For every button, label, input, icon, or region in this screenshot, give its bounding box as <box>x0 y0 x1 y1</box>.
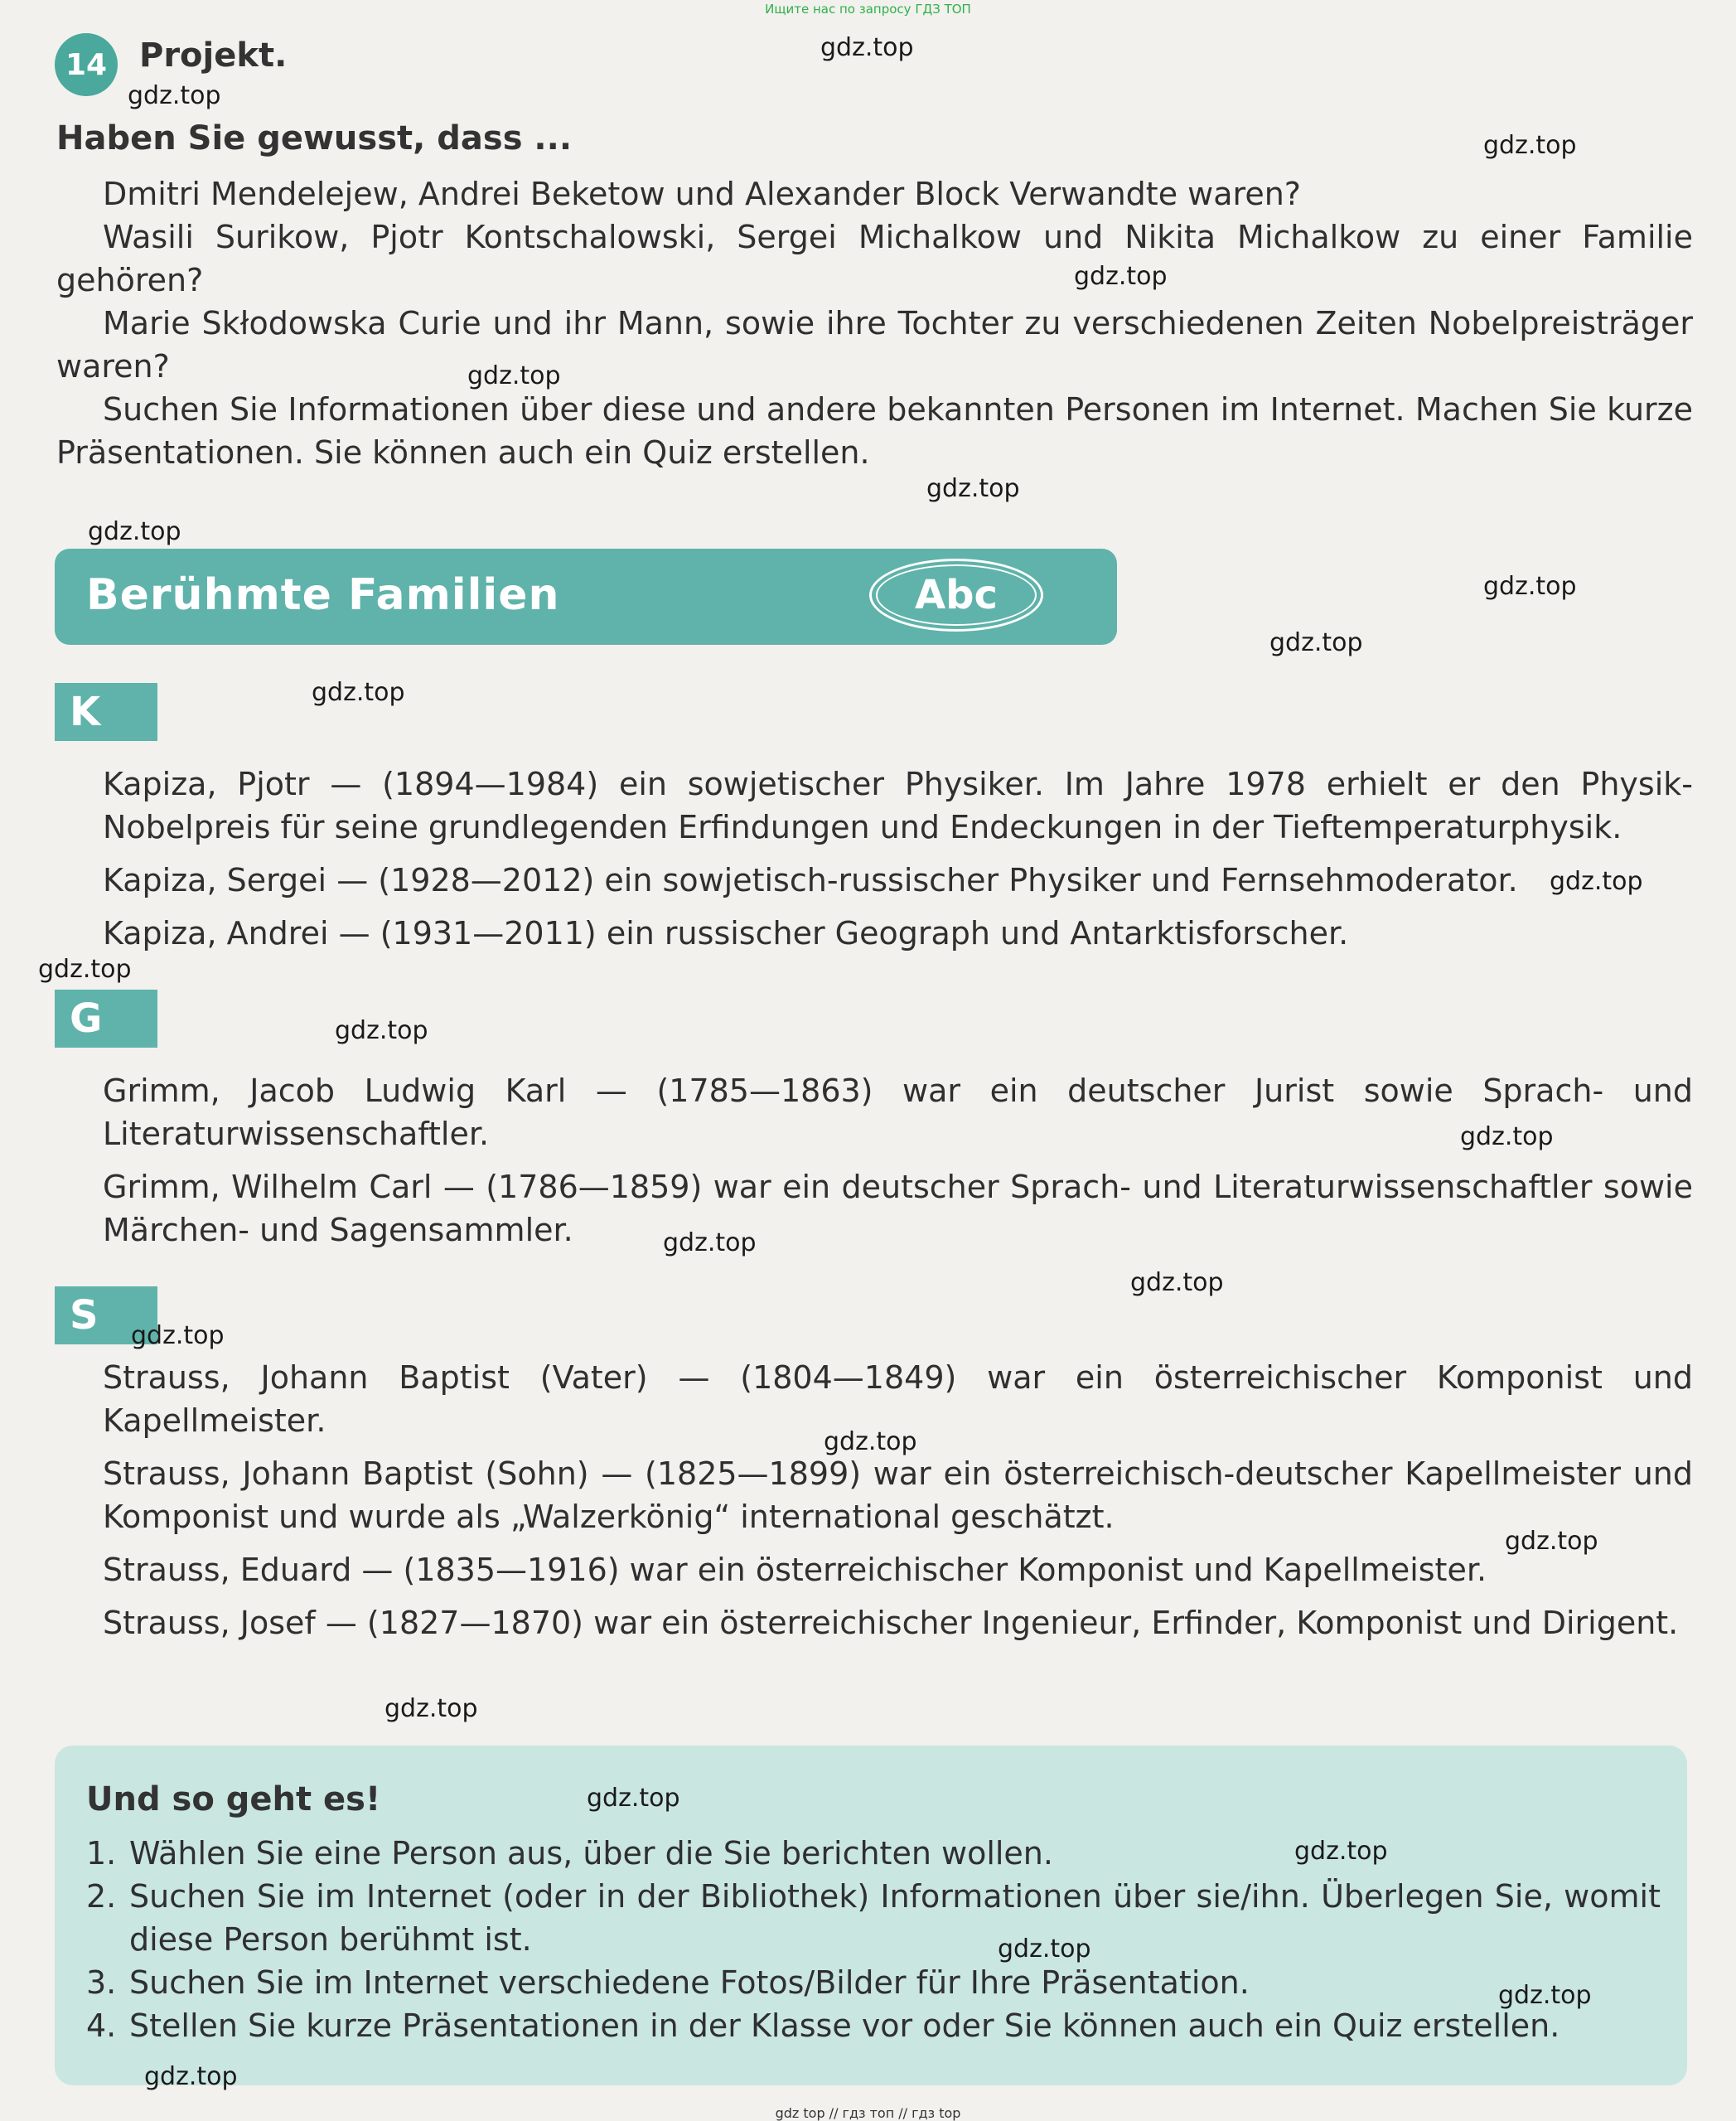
entry-strauss-vater: Strauss, Johann Baptist (Vater) — (1804—1849) war ein österreichischer Komponist und Kapellmeister. <box>103 1359 1693 1439</box>
watermark: gdz.top <box>1130 1268 1224 1297</box>
intro-paragraph: Marie Skłodowska Curie und ihr Mann, sowie ihre Tochter zu verschiedenen Zeiten Nobelpreisträger waren? <box>56 305 1693 385</box>
watermark: gdz.top <box>1460 1122 1554 1151</box>
watermark: gdz.top <box>128 81 221 110</box>
watermark: gdz.top <box>1294 1837 1388 1866</box>
watermark: gdz.top <box>88 517 181 546</box>
watermark: gdz.top <box>1505 1527 1598 1556</box>
watermark: gdz.top <box>1483 131 1577 160</box>
entry-strauss-josef: Strauss, Josef — (1827—1870) war ein österreichischer Ingenieur, Erfinder, Komponist und Dirigent. <box>103 1605 1679 1641</box>
watermark: gdz.top <box>467 361 561 390</box>
watermark: gdz.top <box>144 2062 238 2091</box>
entry-strauss-sohn: Strauss, Johann Baptist (Sohn) — (1825—1899) war ein österreichisch-deutscher Kapellmeister und Komponist und wurde als „Walzerkönig“ international geschätzt. <box>103 1455 1693 1535</box>
watermark: gdz.top <box>926 474 1020 503</box>
watermark: gdz.top <box>1498 1981 1592 2010</box>
watermark: gdz.top <box>663 1228 757 1257</box>
entry-kapiza-pjotr: Kapiza, Pjotr — (1894—1984) ein sowjetischer Physiker. Im Jahre 1978 erhielt er den Physik-Nobelpreis für seine grundlegenden Erfindungen und Endeckungen in der Tieftemperaturphysik. <box>103 766 1693 845</box>
section-banner <box>55 549 1117 645</box>
watermark: gdz.top <box>820 33 914 62</box>
watermark: gdz.top <box>1074 262 1168 291</box>
steps-title: Und so geht es! <box>86 1780 381 1818</box>
bottom-banner[interactable]: gdz top // гдз топ // гдз top <box>775 2105 961 2121</box>
letter-tab-k: K <box>55 683 157 741</box>
intro-heading: Haben Sie gewusst, dass ... <box>56 119 573 157</box>
step-number: 1. <box>86 1835 117 1872</box>
step-text: Stellen Sie kurze Präsentationen in der Klasse vor oder Sie können auch ein Quiz erstellen. <box>129 2007 1560 2044</box>
steps-list <box>86 1832 1661 2047</box>
watermark: gdz.top <box>998 1935 1091 1964</box>
task-number-badge: 14 <box>55 33 118 96</box>
intro-paragraph: Wasili Surikow, Pjotr Kontschalowski, Sergei Michalkow und Nikita Michalkow zu einer Familie gehören? <box>56 219 1693 298</box>
step-text: Wählen Sie eine Person aus, über die Sie berichten wollen. <box>129 1835 1053 1872</box>
entry-kapiza-andrei: Kapiza, Andrei — (1931—2011) ein russischer Geograph und Antarktisforscher. <box>103 915 1349 952</box>
step-item <box>86 2004 1661 2047</box>
watermark: gdz.top <box>1483 572 1577 601</box>
letter-tab-s: S <box>55 1286 157 1344</box>
watermark: gdz.top <box>384 1694 478 1723</box>
entry-grimm-jacob: Grimm, Jacob Ludwig Karl — (1785—1863) war ein deutscher Jurist sowie Sprach- und Literaturwissenschaftler. <box>103 1073 1693 1152</box>
watermark: gdz.top <box>335 1016 428 1045</box>
task-title: Projekt. <box>139 36 288 75</box>
entry-strauss-eduard: Strauss, Eduard — (1835—1916) war ein österreichischer Komponist und Kapellmeister. <box>103 1552 1487 1588</box>
step-item <box>86 1875 1661 1961</box>
intro-paragraph: Suchen Sie Informationen über diese und andere bekannten Personen im Internet. Machen Sie kurze Präsentationen. Sie können auch ein Quiz erstellen. <box>56 391 1693 471</box>
entry-grimm-wilhelm: Grimm, Wilhelm Carl — (1786—1859) war ein deutscher Sprach- und Literaturwissenschaftler sowie Märchen- und Sagensammler. <box>103 1169 1693 1248</box>
step-number: 2. <box>86 1878 117 1915</box>
intro-paragraph: Dmitri Mendelejew, Andrei Beketow und Alexander Block Verwandte waren? <box>103 176 1301 212</box>
watermark: gdz.top <box>1269 628 1363 657</box>
entry-kapiza-sergei: Kapiza, Sergei — (1928—2012) ein sowjetisch-russischer Physiker und Fernsehmoderator. <box>103 862 1518 898</box>
letter-tab-g: G <box>55 990 157 1048</box>
step-number: 4. <box>86 2007 117 2044</box>
top-banner[interactable]: Ищите нас по запросу ГДЗ ТОП <box>765 2 971 17</box>
watermark: gdz.top <box>312 678 405 707</box>
step-item <box>86 1961 1661 2004</box>
steps-box <box>55 1746 1687 2085</box>
section-title: Berühmte Familien <box>86 570 560 620</box>
step-text: Suchen Sie im Internet (oder in der Bibliothek) Informationen über sie/ihn. Überlegen Sie, womit diese Person berühmt ist. <box>129 1878 1661 1958</box>
abc-badge <box>869 559 1043 632</box>
watermark: gdz.top <box>38 955 132 984</box>
step-text: Suchen Sie im Internet verschiedene Fotos/Bilder für Ihre Präsentation. <box>129 1964 1250 2001</box>
step-number: 3. <box>86 1964 117 2001</box>
watermark: gdz.top <box>1550 867 1643 896</box>
watermark: gdz.top <box>131 1321 225 1350</box>
abc-badge-label: Abc <box>876 564 1037 626</box>
watermark: gdz.top <box>587 1784 680 1813</box>
watermark: gdz.top <box>824 1427 917 1456</box>
step-item <box>86 1832 1661 1875</box>
